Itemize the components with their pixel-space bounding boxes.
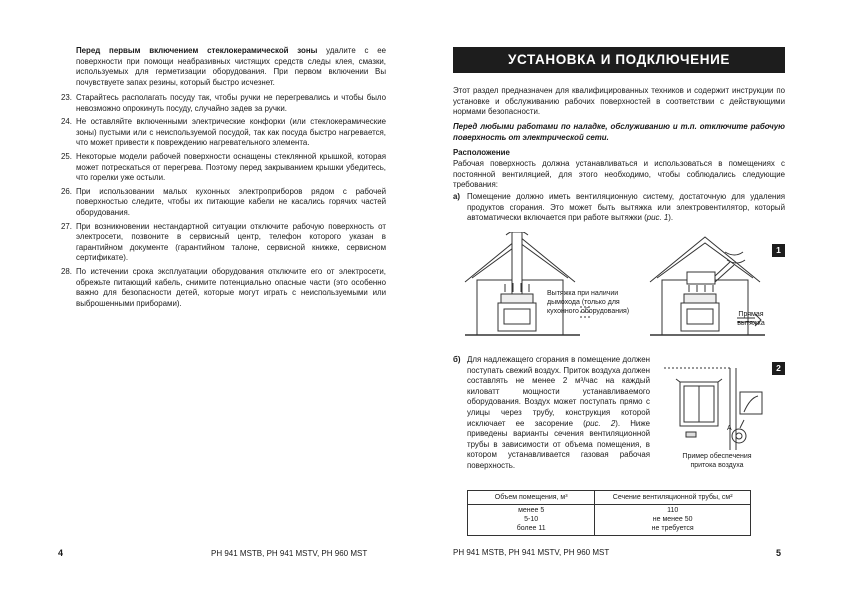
volume-value: менее 5	[518, 507, 545, 514]
item-text: Старайтесь располагать посуду так, чтобы ручки не перегревались и чтобы было невозможно опрокинуть посуду, случайно задев за ручки.	[76, 93, 386, 113]
item-number: 27.	[61, 221, 72, 231]
requirement-a-text	[467, 192, 785, 224]
section-title-banner: УСТАНОВКА И ПОДКЛЮЧЕНИЕ	[453, 47, 785, 73]
table-row	[468, 505, 751, 536]
requirement-b-label: б)	[453, 355, 461, 364]
item-text: При возникновении нестандартной ситуации отключите рабочую поверхность от электросети, позвоните в сервисный центр, телефон которого указан в гарантийном документе (гарантийном талоне, сервисной книжке, сервисном сертификате).	[76, 221, 386, 263]
req-b-part1: Для надлежащего сгорания в помещение должен поступать свежий воздух. Приток воздуха должен составлять не менее 2 м³/час на каждый киловатт мощности устанавливаемого оборудования. Воздух может поступать прямо с улицы через трубу, конструкция которой исключает ее засорение (	[467, 355, 650, 428]
figure-2-label-a: A	[727, 425, 732, 432]
list-item	[58, 187, 386, 219]
item-number: 25.	[61, 151, 72, 161]
warning-text: Перед любыми работами по наладке, обслуживанию и т.п. отключите рабочую поверхность от электрической сети.	[453, 122, 785, 142]
req-a-ref: рис. 1	[646, 213, 669, 223]
intro-paragraph	[76, 46, 386, 88]
table-cell-section	[595, 505, 751, 536]
section-intro: Этот раздел предназначен для квалифицированных техников и содержит инструкции по установке и обслуживанию рабочих поверхностей в соответствии с действующими нормами безопасности.	[453, 86, 785, 117]
req-b-ref: рис. 2	[585, 418, 616, 428]
left-footer	[58, 548, 367, 558]
table-header-volume: Объем помещения, м³	[468, 491, 595, 505]
figure-2-caption: Пример обеспечения притока воздуха	[682, 453, 752, 469]
page-number-left: 4	[58, 548, 64, 558]
item-text: Некоторые модели рабочей поверхности оснащены стеклянной крышкой, которая может потрескаться от перегрева. Поэтому перед закрыванием крышки убедитесь, что горелки уже остыли.	[76, 151, 386, 183]
requirement-a	[453, 192, 785, 224]
item-text: По истечении срока эксплуатации оборудования отключите его от электросети, обрежьте питающий кабель, снимите потенциально опасные части (это особенно важно для безопасности детей, которые могут играть с неиспользуемыми или выброшенными приборами).	[76, 266, 386, 308]
list-item	[58, 93, 386, 114]
requirement-b-text	[467, 355, 650, 472]
list-item	[58, 117, 386, 149]
item-number: 28.	[61, 266, 72, 276]
ventilation-table	[467, 490, 751, 536]
figure-2-air-inlet	[660, 362, 768, 454]
requirement-a-label: а)	[453, 192, 461, 201]
list-item	[58, 222, 386, 264]
item-number: 26.	[61, 186, 72, 196]
table-cell-volume	[468, 505, 595, 536]
page-number-right: 5	[776, 548, 782, 558]
section-value: 110	[667, 507, 679, 514]
item-text: Не оставляйте включенными электрические конфорки (или стеклокерамические зоны) пустыми или с неиспользуемой посудой, так как посуда быстро нагревается, что может привести к повреждению нагревательного элемента.	[76, 117, 386, 148]
item-text: При использовании малых кухонных электроприборов рядом с рабочей поверхностью следите, чтобы их питающие кабели не касались горячих частей оборудования.	[76, 186, 386, 217]
list-item	[58, 152, 386, 184]
req-b-part2: ). Ниже приведены варианты сечения вентиляционной трубы в зависимости от объема помещения, в котором устанавливается газовая рабочая поверхность.	[467, 418, 650, 470]
right-footer	[453, 548, 782, 558]
item-number: 23.	[61, 93, 72, 102]
intro-bold: Перед первым включением стеклокерамической зоны	[76, 46, 318, 55]
section-value: не менее 50	[652, 515, 693, 523]
figure-1-badge: 1	[772, 244, 785, 257]
figure-2-badge: 2	[772, 362, 785, 375]
footer-models-left: PH 941 MSTB, PH 941 MSTV, PH 960 MST	[211, 549, 368, 558]
table-header-row	[468, 491, 751, 505]
req-a-part2: ).	[668, 213, 674, 223]
safety-list	[58, 93, 386, 312]
volume-value: 5-10	[524, 515, 539, 523]
location-text: Рабочая поверхность должна устанавливаться и использоваться в помещениях с постоянной вентиляцией, для этого необходимо, чтобы соблюдались следующие требования:	[453, 159, 785, 190]
section-value: не требуется	[651, 524, 694, 532]
item-number: 24.	[61, 117, 72, 127]
volume-value: более 11	[516, 524, 546, 532]
location-heading: Расположение	[453, 148, 510, 157]
intro-rest: удалите с ее поверхности при помощи неабразивных чистящих средств следы клея, смазки, используемых для герметизации оборудования. При первом включении Вы почувствуете запах резины, который быстро исчезнет.	[76, 46, 386, 87]
list-item	[58, 267, 386, 309]
figure-1-caption-right: Прямая вытяжка	[737, 311, 765, 327]
table-header-section: Сечение вентиляционной трубы, см²	[595, 491, 751, 505]
req-a-part1: Помещение должно иметь вентиляционную систему, достаточную для удаления продуктов сгорания. Это может быть вытяжка или электровентилятор, который автоматически включается при работе вытяжки (	[467, 192, 785, 223]
requirement-b	[453, 355, 650, 472]
footer-models-right: PH 941 MSTB, PH 941 MSTV, PH 960 MST	[453, 548, 610, 557]
figure-1-caption-left: Вытяжка при наличии дымохода (только для кухонного оборудования)	[547, 290, 630, 315]
